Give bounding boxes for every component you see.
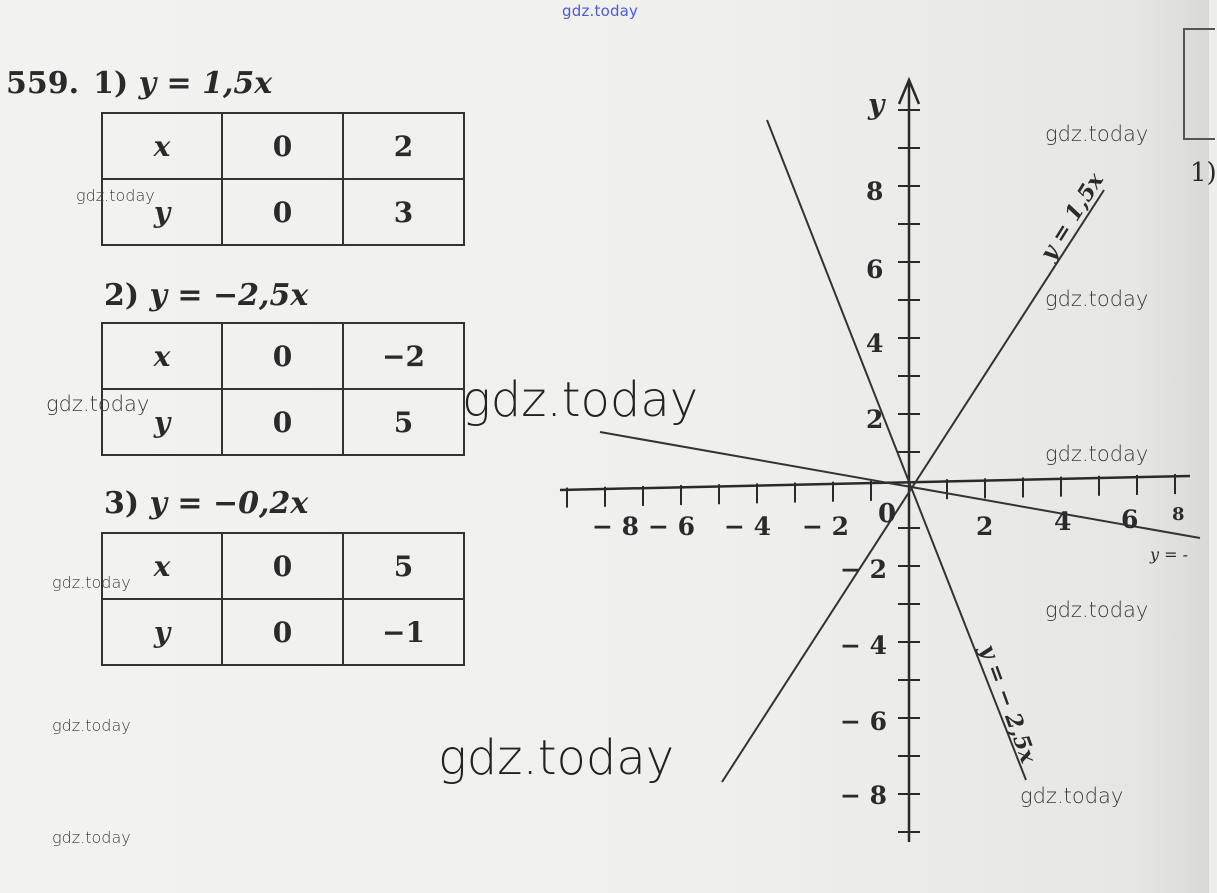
table-cell: y <box>102 179 222 245</box>
problem-number: 559. <box>6 66 80 101</box>
watermark-top: gdz.today <box>562 2 639 20</box>
line-label-1-5x: y = 1,5x <box>1035 168 1109 266</box>
y-tick-label: 4 <box>866 329 884 358</box>
watermark: gdz.today <box>1020 784 1124 808</box>
y-tick-label: 6 <box>866 255 884 284</box>
y-tick-label: 2 <box>866 405 884 434</box>
y-axis-label: y <box>868 88 885 121</box>
table-cell: −1 <box>343 599 464 665</box>
y-tick-label: − 4 <box>840 631 888 660</box>
watermark: gdz.today <box>1045 442 1149 466</box>
x-tick-label: 8 <box>1172 504 1185 525</box>
watermark: gdz.today <box>1045 287 1149 311</box>
table-cell: 0 <box>222 599 343 665</box>
watermark: gdz.today <box>76 186 155 205</box>
x-tick-label: 4 <box>1054 507 1072 536</box>
adjacent-page-label: 1) <box>1190 158 1217 188</box>
table-cell: x <box>102 533 222 599</box>
x-tick-label: 6 <box>1121 505 1139 534</box>
watermark: gdz.today <box>52 716 131 735</box>
x-tick-label: − 8 <box>592 512 640 541</box>
origin-label: 0 <box>878 499 897 529</box>
table-cell: −2 <box>343 323 464 389</box>
table-cell: y <box>102 389 222 455</box>
watermark: gdz.today <box>52 573 131 592</box>
table-cell: y <box>102 599 222 665</box>
watermark: gdz.today <box>1045 122 1149 146</box>
table-cell: x <box>102 323 222 389</box>
table-cell: 2 <box>343 113 464 179</box>
part-1-equation: y = 1,5x <box>138 66 273 101</box>
x-tick-label: − 6 <box>648 512 696 541</box>
part-2-label: 2) <box>104 278 140 313</box>
x-tick-label: 2 <box>976 512 994 541</box>
table-cell: x <box>102 113 222 179</box>
table-cell: 3 <box>343 179 464 245</box>
part-1-label: 1) <box>93 66 129 101</box>
adjacent-page-table <box>1183 28 1215 140</box>
x-tick-label: − 4 <box>724 512 772 541</box>
table-cell: 5 <box>343 533 464 599</box>
watermark: gdz.today <box>462 372 699 428</box>
watermark: gdz.today <box>1045 598 1149 622</box>
table-cell: 0 <box>222 533 343 599</box>
watermark: gdz.today <box>438 730 675 786</box>
y-tick-label: − 8 <box>840 781 888 810</box>
table-cell: 0 <box>222 389 343 455</box>
table-cell: 0 <box>222 179 343 245</box>
y-tick-label: − 6 <box>840 707 888 736</box>
line-label-minus-2-5x: y = − 2,5x <box>974 641 1042 767</box>
part-3-label: 3) <box>104 486 140 521</box>
y-tick-label: 8 <box>866 177 884 206</box>
part-2-equation: y = −2,5x <box>149 278 309 313</box>
table-cell: 0 <box>222 113 343 179</box>
watermark: gdz.today <box>46 392 150 416</box>
y-tick-label: − 2 <box>840 555 888 584</box>
part-3-equation: y = −0,2x <box>149 486 309 521</box>
watermark: gdz.today <box>52 828 131 847</box>
line-label-minus-0-2x: y = - <box>1150 545 1189 564</box>
x-tick-label: − 2 <box>802 512 850 541</box>
table-cell: 0 <box>222 323 343 389</box>
table-cell: 5 <box>343 389 464 455</box>
x-axis <box>560 476 1190 490</box>
